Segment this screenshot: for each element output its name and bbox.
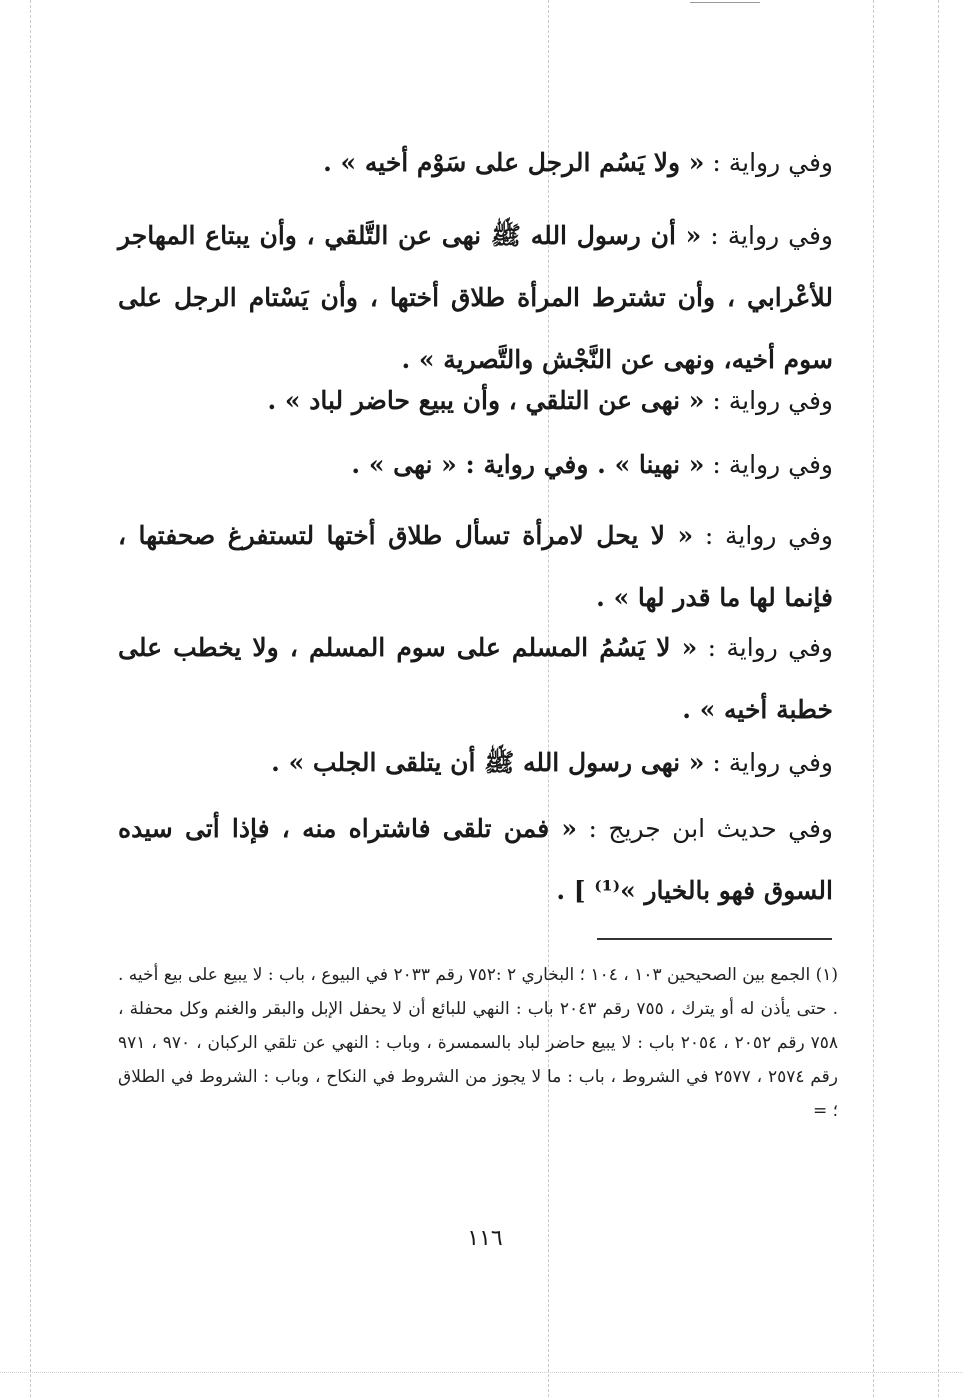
paragraph-quote: « نهينا » . وفي رواية : « نهى » . [351, 450, 705, 479]
paragraph-1 [118, 132, 833, 194]
paragraph-3 [118, 370, 833, 432]
paragraph-lead: وفي رواية : [704, 450, 833, 479]
top-rule [690, 2, 760, 3]
paragraph-lead: وفي رواية : [704, 748, 833, 777]
footnote: (١) الجمع بين الصحيحين ١٠٣ ، ١٠٤ ؛ البخاري ٢ :٧٥٢ رقم ٢٠٣٣ في البيوع ، باب : لا يبيع على بيع أخيه . . حتى يأذن له أو يترك ، ٧٥٥ رقم ٢٠٤٣ باب : النهي للبائع أن لا يحفل الإبل والبقر والغنم وكل محفلة ، ٧٥٨ رقم ٢٠٥٢ ، ٢٠٥٤ باب : لا يبيع حاضر لباد بالسمسرة ، وباب : النهي عن تلقي الركبان ، ٩٧٠ ، ٩٧١ رقم ٢٥٧٤ ، ٢٥٧٧ في الشروط ، باب : ما لا يجوز من الشروط في النكاح ، وباب : الشروط في الطلاق ؛ = [118, 965, 839, 1121]
paragraph-4 [118, 434, 833, 496]
paragraph-5 [118, 505, 833, 629]
paragraph-lead: وفي رواية : [704, 386, 833, 415]
paragraph-6 [118, 617, 833, 741]
footnote-divider [597, 938, 832, 940]
paragraph-quote: « نهى رسول الله ﷺ أن يتلقى الجلب » . [271, 748, 705, 777]
paragraph-quote: « فمن تلقى فاشتراه منه ، فإذا أتى سيده السوق فهو بالخيار »⁽¹⁾ ] . [118, 814, 833, 905]
paragraph-lead: وفي حديث ابن جريج : [577, 814, 833, 843]
paragraph-quote: « أن رسول الله ﷺ نهى عن التَّلقي ، وأن يبتاع المهاجر للأعْرابي ، وأن تشترط المرأة طلاق أختها ، وأن يَسْتام الرجل على سوم أخيه، ونهى عن النَّجْش والتَّصرية » . [118, 221, 833, 374]
scan-guide-line [30, 0, 31, 1397]
paragraph-lead: وفي رواية : [704, 148, 833, 177]
paragraph-quote: « لا يَسُمُ المسلم على سوم المسلم ، ولا يخطب على خطبة أخيه » . [118, 633, 833, 724]
paragraph-quote: « ولا يَسُم الرجل على سَوْم أخيه » . [323, 148, 705, 177]
scan-guide-line [0, 1372, 963, 1373]
paragraph-8 [118, 798, 833, 922]
page-number: ١١٦ [467, 1226, 503, 1251]
paragraph-lead: وفي رواية : [693, 521, 834, 550]
paragraph-lead: وفي رواية : [697, 633, 833, 662]
scan-guide-line [873, 0, 874, 1397]
paragraph-7 [118, 732, 833, 794]
paragraph-quote: « نهى عن التلقي ، وأن يبيع حاضر لباد » . [267, 386, 705, 415]
scan-guide-line [938, 0, 939, 1397]
paragraph-quote: « لا يحل لامرأة تسأل طلاق أختها لتستفرغ صحفتها ، فإنما لها ما قدر لها » . [118, 521, 833, 612]
paragraph-lead: وفي رواية : [701, 221, 833, 250]
paragraph-2 [118, 205, 833, 391]
